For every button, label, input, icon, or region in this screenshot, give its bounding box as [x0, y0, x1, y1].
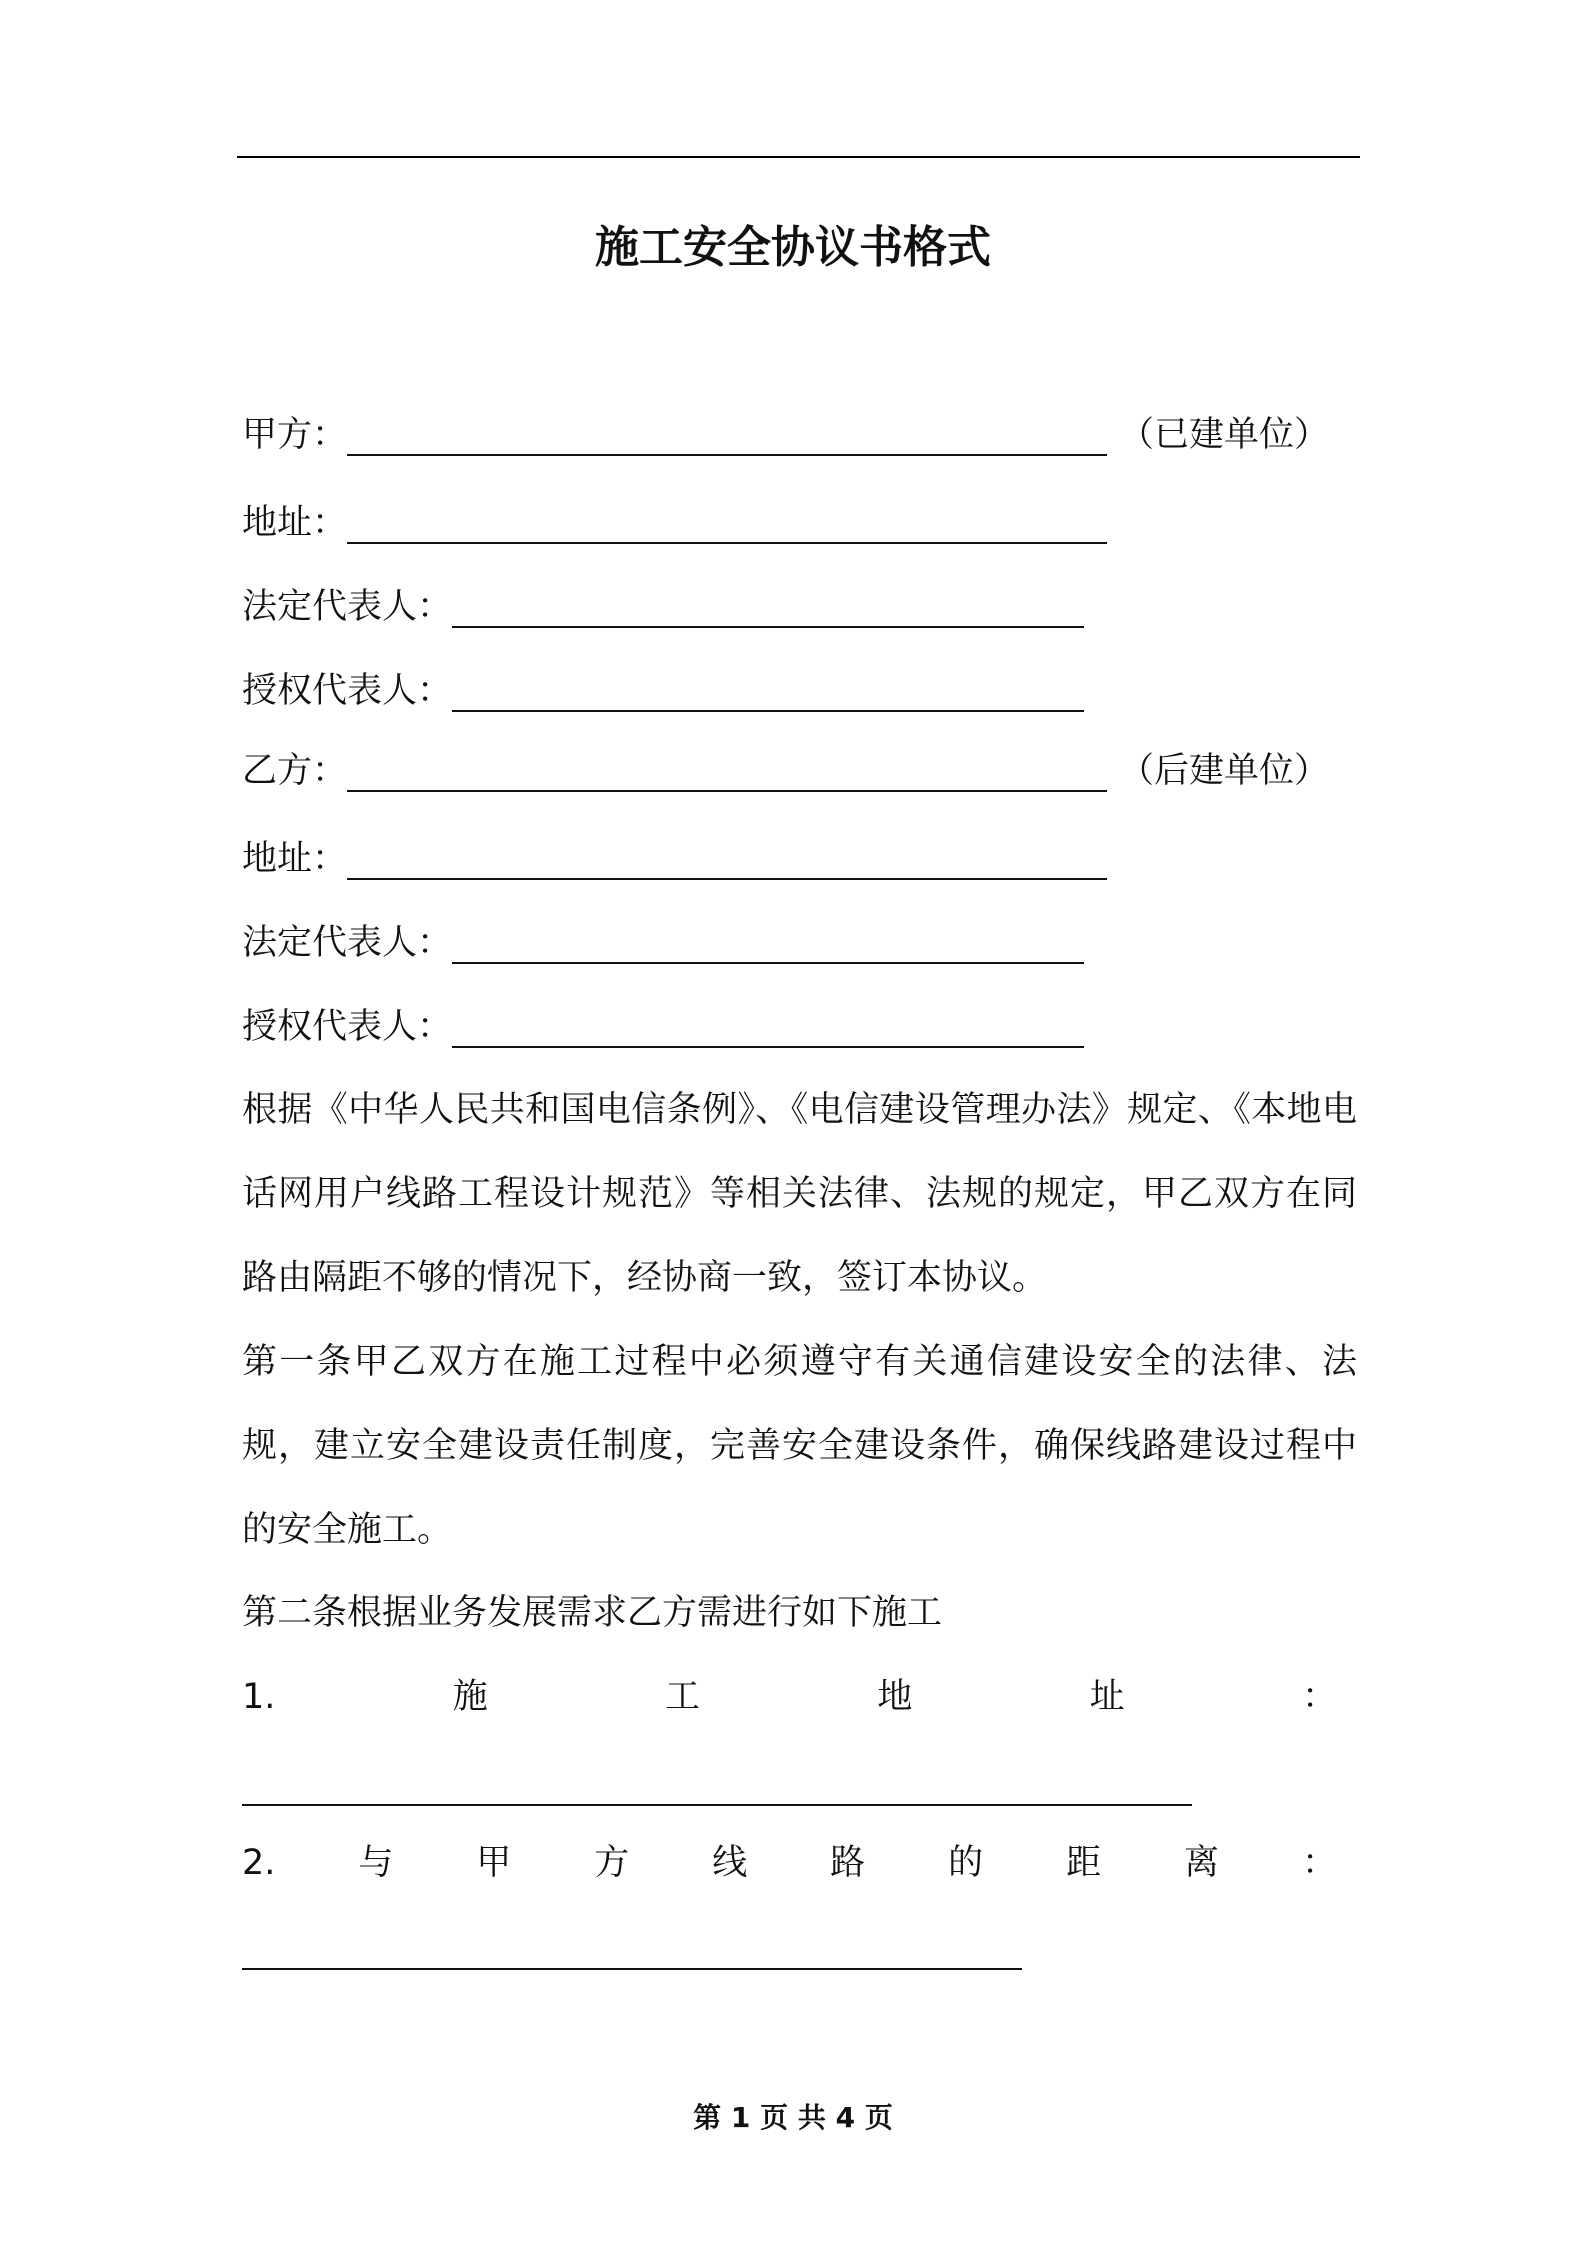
item-2-char: 甲	[476, 1843, 512, 1883]
party-b-auth-rep-label: 授权代表人：	[242, 1007, 453, 1047]
item-2-char: 方	[594, 1843, 630, 1883]
item-2-number: 2.	[242, 1843, 276, 1883]
party-b-address-field	[242, 834, 1107, 884]
party-a-name-label: 甲方：	[242, 415, 348, 455]
item-1-colon: ：	[1301, 1677, 1337, 1717]
item-2-char: 离	[1184, 1843, 1220, 1883]
party-b-name-suffix: （后建单位）	[1119, 751, 1330, 791]
item-1-number: 1.	[242, 1677, 276, 1717]
party-b-auth-rep-blank[interactable]	[452, 1008, 1084, 1048]
party-b-legal-rep-blank[interactable]	[452, 924, 1084, 964]
page-number-footer: 第 1 页 共 4 页	[693, 2101, 893, 2134]
party-a-auth-rep-field	[242, 666, 1084, 716]
party-b-legal-rep-label: 法定代表人：	[242, 923, 453, 963]
item-1-blank[interactable]	[242, 1804, 1192, 1806]
item-2-char: 距	[1066, 1843, 1102, 1883]
party-a-legal-rep-label: 法定代表人：	[242, 587, 453, 627]
item-2-char: 路	[830, 1843, 866, 1883]
intro-paragraph: 根据《中华人民共和国电信条例》、《电信建设管理办法》规定、《本地电话网用户线路工程设计规范》等相关法律、法规的规定，甲乙双方在同路由隔距不够的情况下，经协商一致，签订本协议。	[242, 1090, 1357, 1298]
party-a-address-field	[242, 498, 1107, 548]
party-a-legal-rep-blank[interactable]	[452, 588, 1084, 628]
party-a-name-blank[interactable]	[347, 416, 1107, 456]
item-1-construction-address	[242, 1672, 1337, 1722]
party-a-auth-rep-blank[interactable]	[452, 672, 1084, 712]
party-b-name-label: 乙方：	[242, 751, 348, 791]
party-b-auth-rep-field	[242, 1002, 1084, 1052]
party-a-address-label: 地址：	[242, 503, 348, 543]
article-1-paragraph: 第一条甲乙双方在施工过程中必须遵守有关通信建设安全的法律、法规，建立安全建设责任制度，完善安全建设条件，确保线路建设过程中的安全施工。	[242, 1342, 1357, 1550]
item-1-char: 施	[452, 1677, 488, 1717]
party-a-address-blank[interactable]	[347, 504, 1107, 544]
party-a-name-suffix: （已建单位）	[1119, 415, 1330, 455]
document-title: 施工安全协议书格式	[595, 222, 991, 273]
item-2-distance-to-party-a	[242, 1838, 1337, 1888]
party-b-address-label: 地址：	[242, 839, 348, 879]
item-1-char: 工	[665, 1677, 701, 1717]
item-1-char: 地	[877, 1677, 913, 1717]
item-2-colon: ：	[1301, 1843, 1337, 1883]
item-2-char: 线	[712, 1843, 748, 1883]
header-rule	[237, 156, 1360, 158]
item-1-char: 址	[1089, 1677, 1125, 1717]
party-a-auth-rep-label: 授权代表人：	[242, 671, 453, 711]
party-b-address-blank[interactable]	[347, 840, 1107, 880]
article-2-paragraph: 第二条根据业务发展需求乙方需进行如下施工	[242, 1593, 943, 1633]
item-2-blank[interactable]	[242, 1968, 1022, 1970]
party-b-name-blank[interactable]	[347, 752, 1107, 792]
party-b-name-field	[242, 746, 1329, 796]
party-a-legal-rep-field	[242, 582, 1084, 632]
item-2-char: 与	[358, 1843, 394, 1883]
item-2-char: 的	[948, 1843, 984, 1883]
party-a-name-field	[242, 410, 1329, 460]
party-b-legal-rep-field	[242, 918, 1084, 968]
